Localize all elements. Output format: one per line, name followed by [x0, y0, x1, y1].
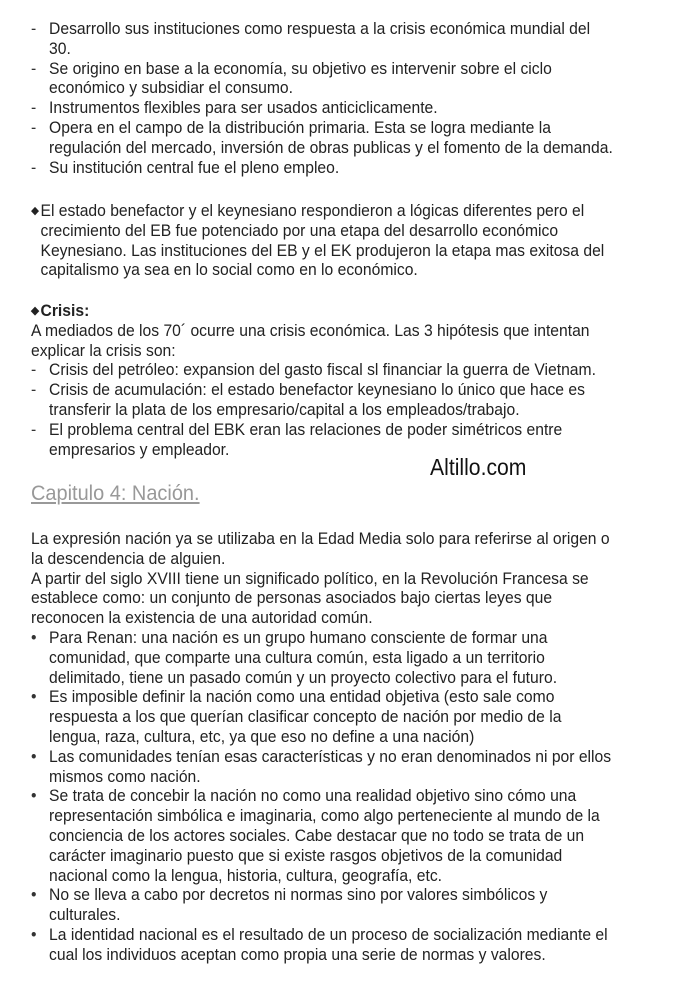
text-line: [31, 40, 613, 60]
line-text: Su institución central fue el pleno empleo.: [49, 158, 340, 177]
text-line: [31, 708, 611, 728]
line-text: regulación del mercado, inversión de obras publicas y el fomento de la demanda.: [49, 138, 613, 157]
text-line: [31, 570, 611, 590]
line-text: Las comunidades tenían esas características y no eran denominados ni por ellos: [49, 747, 612, 766]
text-line: [31, 946, 611, 966]
text-line: [31, 381, 596, 401]
text-line: [31, 159, 613, 179]
text-line: [31, 401, 596, 421]
line-text: crecimiento del EB fue potenciado por una etapa del desarrollo económico: [40, 221, 559, 240]
text-line: [31, 827, 611, 847]
bullet-icon: •: [31, 628, 37, 647]
text-line: [31, 139, 613, 159]
watermark: Altillo.com: [430, 454, 527, 480]
line-text: reconocen la existencia de una autoridad común.: [31, 609, 373, 628]
line-text: Crisis:: [40, 302, 90, 320]
text-line: [31, 361, 596, 381]
line-text: establece como: un conjunto de personas asociados bajo ciertas leyes que: [31, 589, 553, 608]
text-line: [31, 20, 613, 40]
text-line: [31, 79, 613, 99]
line-text: carácter imaginario puesto que si existe rasgos objetivos de la comunidad: [49, 846, 563, 865]
text-line: [31, 550, 611, 570]
line-text: A partir del siglo XVIII tiene un significado político, en la Revolución Francesa se: [31, 569, 589, 588]
text-line: [31, 261, 604, 281]
text-line: [31, 342, 596, 362]
text-line: [31, 886, 611, 906]
dash-bullet-icon: -: [31, 158, 37, 177]
text-line: [31, 649, 611, 669]
text-line: [31, 530, 611, 550]
text-line: [31, 867, 611, 887]
text-line: [31, 688, 611, 708]
text-line: [31, 322, 596, 342]
eb-paragraph: [31, 202, 634, 281]
text-line: [31, 589, 611, 609]
line-text: representación simbólica e imaginaria, como algo perteneciente al mundo de la: [49, 807, 600, 826]
diamond-bullet-icon: ◆: [31, 205, 40, 217]
text-line: [31, 202, 604, 222]
line-text: Crisis del petróleo: expansion del gasto fiscal sl financiar la guerra de Vietnam.: [49, 361, 596, 380]
bullet-icon: •: [31, 925, 37, 944]
line-text: 30.: [49, 39, 71, 58]
text-line: [31, 242, 604, 262]
line-text: comunidad, que comparte una cultura común, esta ligado a un territorio: [49, 648, 545, 667]
line-text: mismos como nación.: [49, 767, 201, 786]
line-text: transferir la plata de los empresario/capital a los empleados/trabajo.: [49, 400, 520, 419]
line-text: lengua, raza, cultura, etc, ya que eso no define a una nación): [49, 727, 475, 746]
text-line: [31, 629, 611, 649]
text-line: [31, 748, 611, 768]
line-text: empresarios y empleador.: [49, 440, 230, 459]
text-line: [31, 60, 613, 80]
dash-bullet-icon: -: [31, 118, 37, 137]
text-line: [31, 926, 611, 946]
bullet-icon: •: [31, 688, 37, 707]
line-text: Se trata de concebir la nación no como una realidad objetivo sino cómo una: [49, 787, 577, 806]
dash-bullet-icon: -: [31, 420, 37, 439]
dash-bullet-icon: -: [31, 361, 37, 380]
text-line: [31, 119, 613, 139]
line-text: Keynesiano. Las instituciones del EB y el EK produjeron la etapa mas exitosa del: [40, 241, 605, 260]
line-text: Opera en el campo de la distribución primaria. Esta se logra mediante la: [49, 118, 551, 137]
line-text: cual los individuos aceptan como propia una serie de normas y valores.: [49, 945, 546, 964]
dash-bullet-icon: -: [31, 20, 37, 38]
text-line: [31, 99, 613, 119]
line-text: respuesta a los que querían clasificar concepto de nación por medio de la: [49, 708, 562, 727]
line-text: delimitado, tiene un pasado común y un proyecto colectivo para el futuro.: [49, 668, 558, 687]
keynes-dash-list: [31, 20, 643, 178]
line-text: la descendencia de alguien.: [31, 549, 226, 568]
line-text: culturales.: [49, 906, 121, 925]
text-line: [31, 222, 604, 242]
text-line: [31, 787, 611, 807]
chapter-heading: Capitulo 4: Nación.: [31, 482, 200, 505]
text-line: [31, 421, 596, 441]
bullet-icon: •: [31, 787, 37, 806]
line-text: Crisis de acumulación: el estado benefactor keynesiano lo único que hace es: [49, 381, 585, 400]
dash-bullet-icon: -: [31, 381, 37, 400]
text-line: [31, 847, 611, 867]
line-text: El problema central del EBK eran las relaciones de poder simétricos entre: [49, 420, 563, 439]
line-text: nacional como la lengua, historia, cultura, geografía, etc.: [49, 866, 443, 885]
text-line: [31, 768, 611, 788]
crisis-section: [31, 302, 626, 460]
bullet-icon: •: [31, 747, 37, 766]
text-line: [31, 302, 596, 322]
line-text: conciencia de los actores sociales. Cabe destacar que no todo se trata de un: [49, 826, 585, 845]
line-text: Desarrollo sus instituciones como respuesta a la crisis económica mundial del: [49, 20, 591, 38]
line-text: A mediados de los 70´ ocurre una crisis económica. Las 3 hipótesis que intentan: [31, 321, 590, 340]
text-line: [31, 807, 611, 827]
diamond-bullet-icon: ◆: [31, 305, 40, 317]
text-line: [31, 906, 611, 926]
line-text: Se origino en base a la economía, su objetivo es intervenir sobre el ciclo: [49, 59, 552, 78]
line-text: La expresión nación ya se utilizaba en la Edad Media solo para referirse al origen o: [31, 530, 610, 548]
dash-bullet-icon: -: [31, 99, 37, 118]
text-line: [31, 669, 611, 689]
nacion-section: [31, 530, 642, 966]
line-text: Es imposible definir la nación como una entidad objetiva (esto sale como: [49, 688, 555, 707]
line-text: capitalismo ya sea en lo social como en lo económico.: [40, 261, 418, 280]
line-text: económico y subsidiar el consumo.: [49, 79, 294, 98]
line-text: Instrumentos flexibles para ser usados anticiclicamente.: [49, 99, 438, 118]
text-line: [31, 609, 611, 629]
line-text: El estado benefactor y el keynesiano respondieron a lógicas diferentes pero el: [40, 202, 585, 220]
line-text: La identidad nacional es el resultado de un proceso de socialización mediante el: [49, 925, 608, 944]
line-text: Para Renan: una nación es un grupo humano consciente de formar una: [49, 628, 548, 647]
line-text: No se lleva a cabo por decretos ni normas sino por valores simbólicos y: [49, 886, 548, 905]
text-line: [31, 728, 611, 748]
dash-bullet-icon: -: [31, 59, 37, 78]
bullet-icon: •: [31, 886, 37, 905]
line-text: explicar la crisis son:: [31, 341, 176, 360]
